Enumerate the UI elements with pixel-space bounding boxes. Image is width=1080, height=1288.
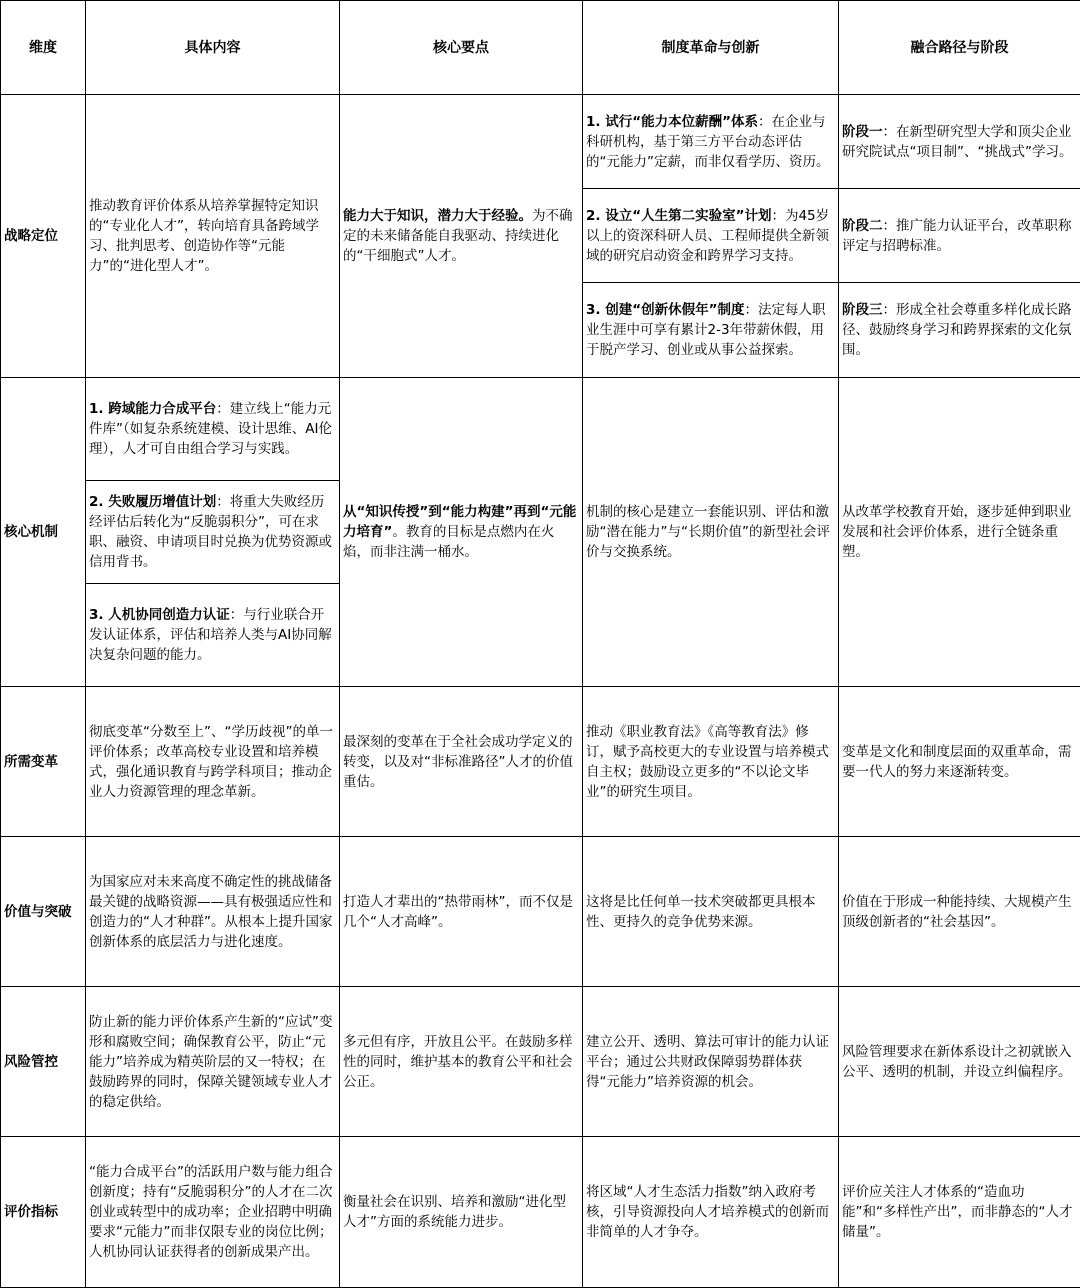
cell-stage: 风险管理要求在新体系设计之初就嵌入公平、透明的机制，并设立纠偏程序。 [839,987,1080,1137]
header-core: 核心要点 [340,1,583,95]
cell-innovation: 机制的核心是建立一套能识别、评估和激励“潜在能力”与“长期价值”的新型社会评价与交换系统。 [583,378,839,687]
stage-title: 阶段一 [842,124,883,140]
header-dimension: 维度 [1,1,86,95]
innovation-text: ：为45岁以上的资深科研人员、工程师提供全新领域的研究启动资金和跨界学习支持。 [586,208,829,264]
cell-content [86,584,340,687]
cell-core: 多元但有序，开放且公平。在鼓励多样性的同时，维护基本的教育公平和社会公正。 [340,987,583,1137]
table-row [1,95,1080,189]
core-bold: 能力大于知识，潜力大于经验。 [343,208,532,224]
content-title: 1. 跨域能力合成平台 [89,401,216,417]
row-dimension: 风险管控 [1,987,86,1137]
cell-core: 最深刻的变革在于全社会成功学定义的转变，以及对“非标准路径”人才的价值重估。 [340,687,583,837]
content-title: 3. 人机协同创造力认证 [89,607,230,623]
content-text: ：建立线上“能力元件库”（如复杂系统建模、设计思维、AI伦理），人才可自由组合学习与实践。 [89,401,332,457]
table-row [1,1137,1080,1288]
cell-stage [839,283,1080,378]
stage-text: ：在新型研究型大学和顶尖企业研究院试点“项目制”、“挑战式”学习。 [842,124,1072,160]
cell-innovation [583,95,839,189]
header-innovation: 制度革命与创新 [583,1,839,95]
row-dimension: 所需变革 [1,687,86,837]
cell-content: 推动教育评价体系从培养掌握特定知识的“专业化人才”，转向培育具备跨域学习、批判思考、创造协作等“元能力”的“进化型人才”。 [86,95,340,378]
cell-innovation: 推动《职业教育法》《高等教育法》修订，赋予高校更大的专业设置与培养模式自主权；鼓励设立更多的“不以论文毕业”的研究生项目。 [583,687,839,837]
cell-content [86,481,340,584]
header-stage: 融合路径与阶段 [839,1,1080,95]
row-dimension: 核心机制 [1,378,86,687]
row-dimension: 价值与突破 [1,837,86,987]
table-row [1,987,1080,1137]
innovation-title: 3. 创建“创新休假年”制度 [586,302,744,318]
cell-content: 彻底变革“分数至上”、“学历歧视”的单一评价体系；改革高校专业设置和培养模式，强化通识教育与跨学科项目；推动企业人力资源管理的理念革新。 [86,687,340,837]
header-content: 具体内容 [86,1,340,95]
cell-core [340,95,583,378]
cell-content [86,378,340,481]
cell-stage: 变革是文化和制度层面的双重革命，需要一代人的努力来逐渐转变。 [839,687,1080,837]
content-text: ：将重大失败经历经评估后转化为“反脆弱积分”，可在求职、融资、申请项目时兑换为优势资源或信用背书。 [89,494,332,570]
table-row [1,378,1080,481]
row-dimension: 评价指标 [1,1137,86,1288]
cell-stage [839,95,1080,189]
content-text: ：与行业联合开发认证体系，评估和培养人类与AI协同解决复杂问题的能力。 [89,607,332,663]
cell-stage: 评价应关注人才体系的“造血功能”和“多样性产出”，而非静态的“人才储量”。 [839,1137,1080,1288]
cell-stage: 从改革学校教育开始，逐步延伸到职业发展和社会评价体系，进行全链条重塑。 [839,378,1080,687]
core-text: 为不确定的未来储备能自我驱动、持续进化的“干细胞式”人才。 [343,208,573,264]
cell-content: 为国家应对未来高度不确定性的挑战储备最关键的战略资源——具有极强适应性和创造力的“人才种群”。从根本上提升国家创新体系的底层活力与进化速度。 [86,837,340,987]
cell-stage: 价值在于形成一种能持续、大规模产生顶级创新者的“社会基因”。 [839,837,1080,987]
innovation-text: ：在企业与科研机构，基于第三方平台动态评估的“元能力”定薪，而非仅看学历、资历。 [586,114,830,170]
cell-innovation [583,189,839,283]
cell-core: 打造人才辈出的“热带雨林”，而不仅是几个“人才高峰”。 [340,837,583,987]
table-row [1,687,1080,837]
innovation-text: ：法定每人职业生涯中可享有累计2-3年带薪休假，用于脱产学习、创业或从事公益探索。 [586,302,825,358]
content-title: 2. 失败履历增值计划 [89,494,216,510]
innovation-title: 1. 试行“能力本位薪酬”体系 [586,114,758,130]
header-row [1,1,1080,95]
cell-innovation: 将区域“人才生态活力指数”纳入政府考核，引导资源投向人才培养模式的创新而非简单的人才争夺。 [583,1137,839,1288]
stage-text: ：推广能力认证平台，改革职称评定与招聘标准。 [842,218,1072,254]
cell-core: 衡量社会在识别、培养和激励“进化型人才”方面的系统能力进步。 [340,1137,583,1288]
row-dimension: 战略定位 [1,95,86,378]
cell-innovation: 这将是比任何单一技术突破都更具根本性、更持久的竞争优势来源。 [583,837,839,987]
cell-stage [839,189,1080,283]
cell-innovation: 建立公开、透明、算法可审计的能力认证平台；通过公共财政保障弱势群体获得“元能力”培养资源的机会。 [583,987,839,1137]
cell-innovation [583,283,839,378]
stage-text: ：形成全社会尊重多样化成长路径、鼓励终身学习和跨界探索的文化氛围。 [842,302,1072,358]
innovation-title: 2. 设立“人生第二实验室”计划 [586,208,771,224]
cell-core [340,378,583,687]
core-text: 。教育的目标是点燃内在火焰，而非注满一桶水。 [343,524,554,560]
stage-title: 阶段三 [842,302,883,318]
stage-title: 阶段二 [842,218,883,234]
core-bold: 从“知识传授”到“能力构建”再到“元能力培育” [343,504,576,540]
cell-content: 防止新的能力评价体系产生新的“应试”变形和腐败空间；确保教育公平，防止“元能力”培养成为精英阶层的又一特权；在鼓励跨界的同时，保障关键领域专业人才的稳定供给。 [86,987,340,1137]
cell-content: “能力合成平台”的活跃用户数与能力组合创新度；持有“反脆弱积分”的人才在二次创业或转型中的成功率；企业招聘中明确要求“元能力”而非仅限专业的岗位比例；人机协同认证获得者的创新成果产出。 [86,1137,340,1288]
table-row [1,837,1080,987]
